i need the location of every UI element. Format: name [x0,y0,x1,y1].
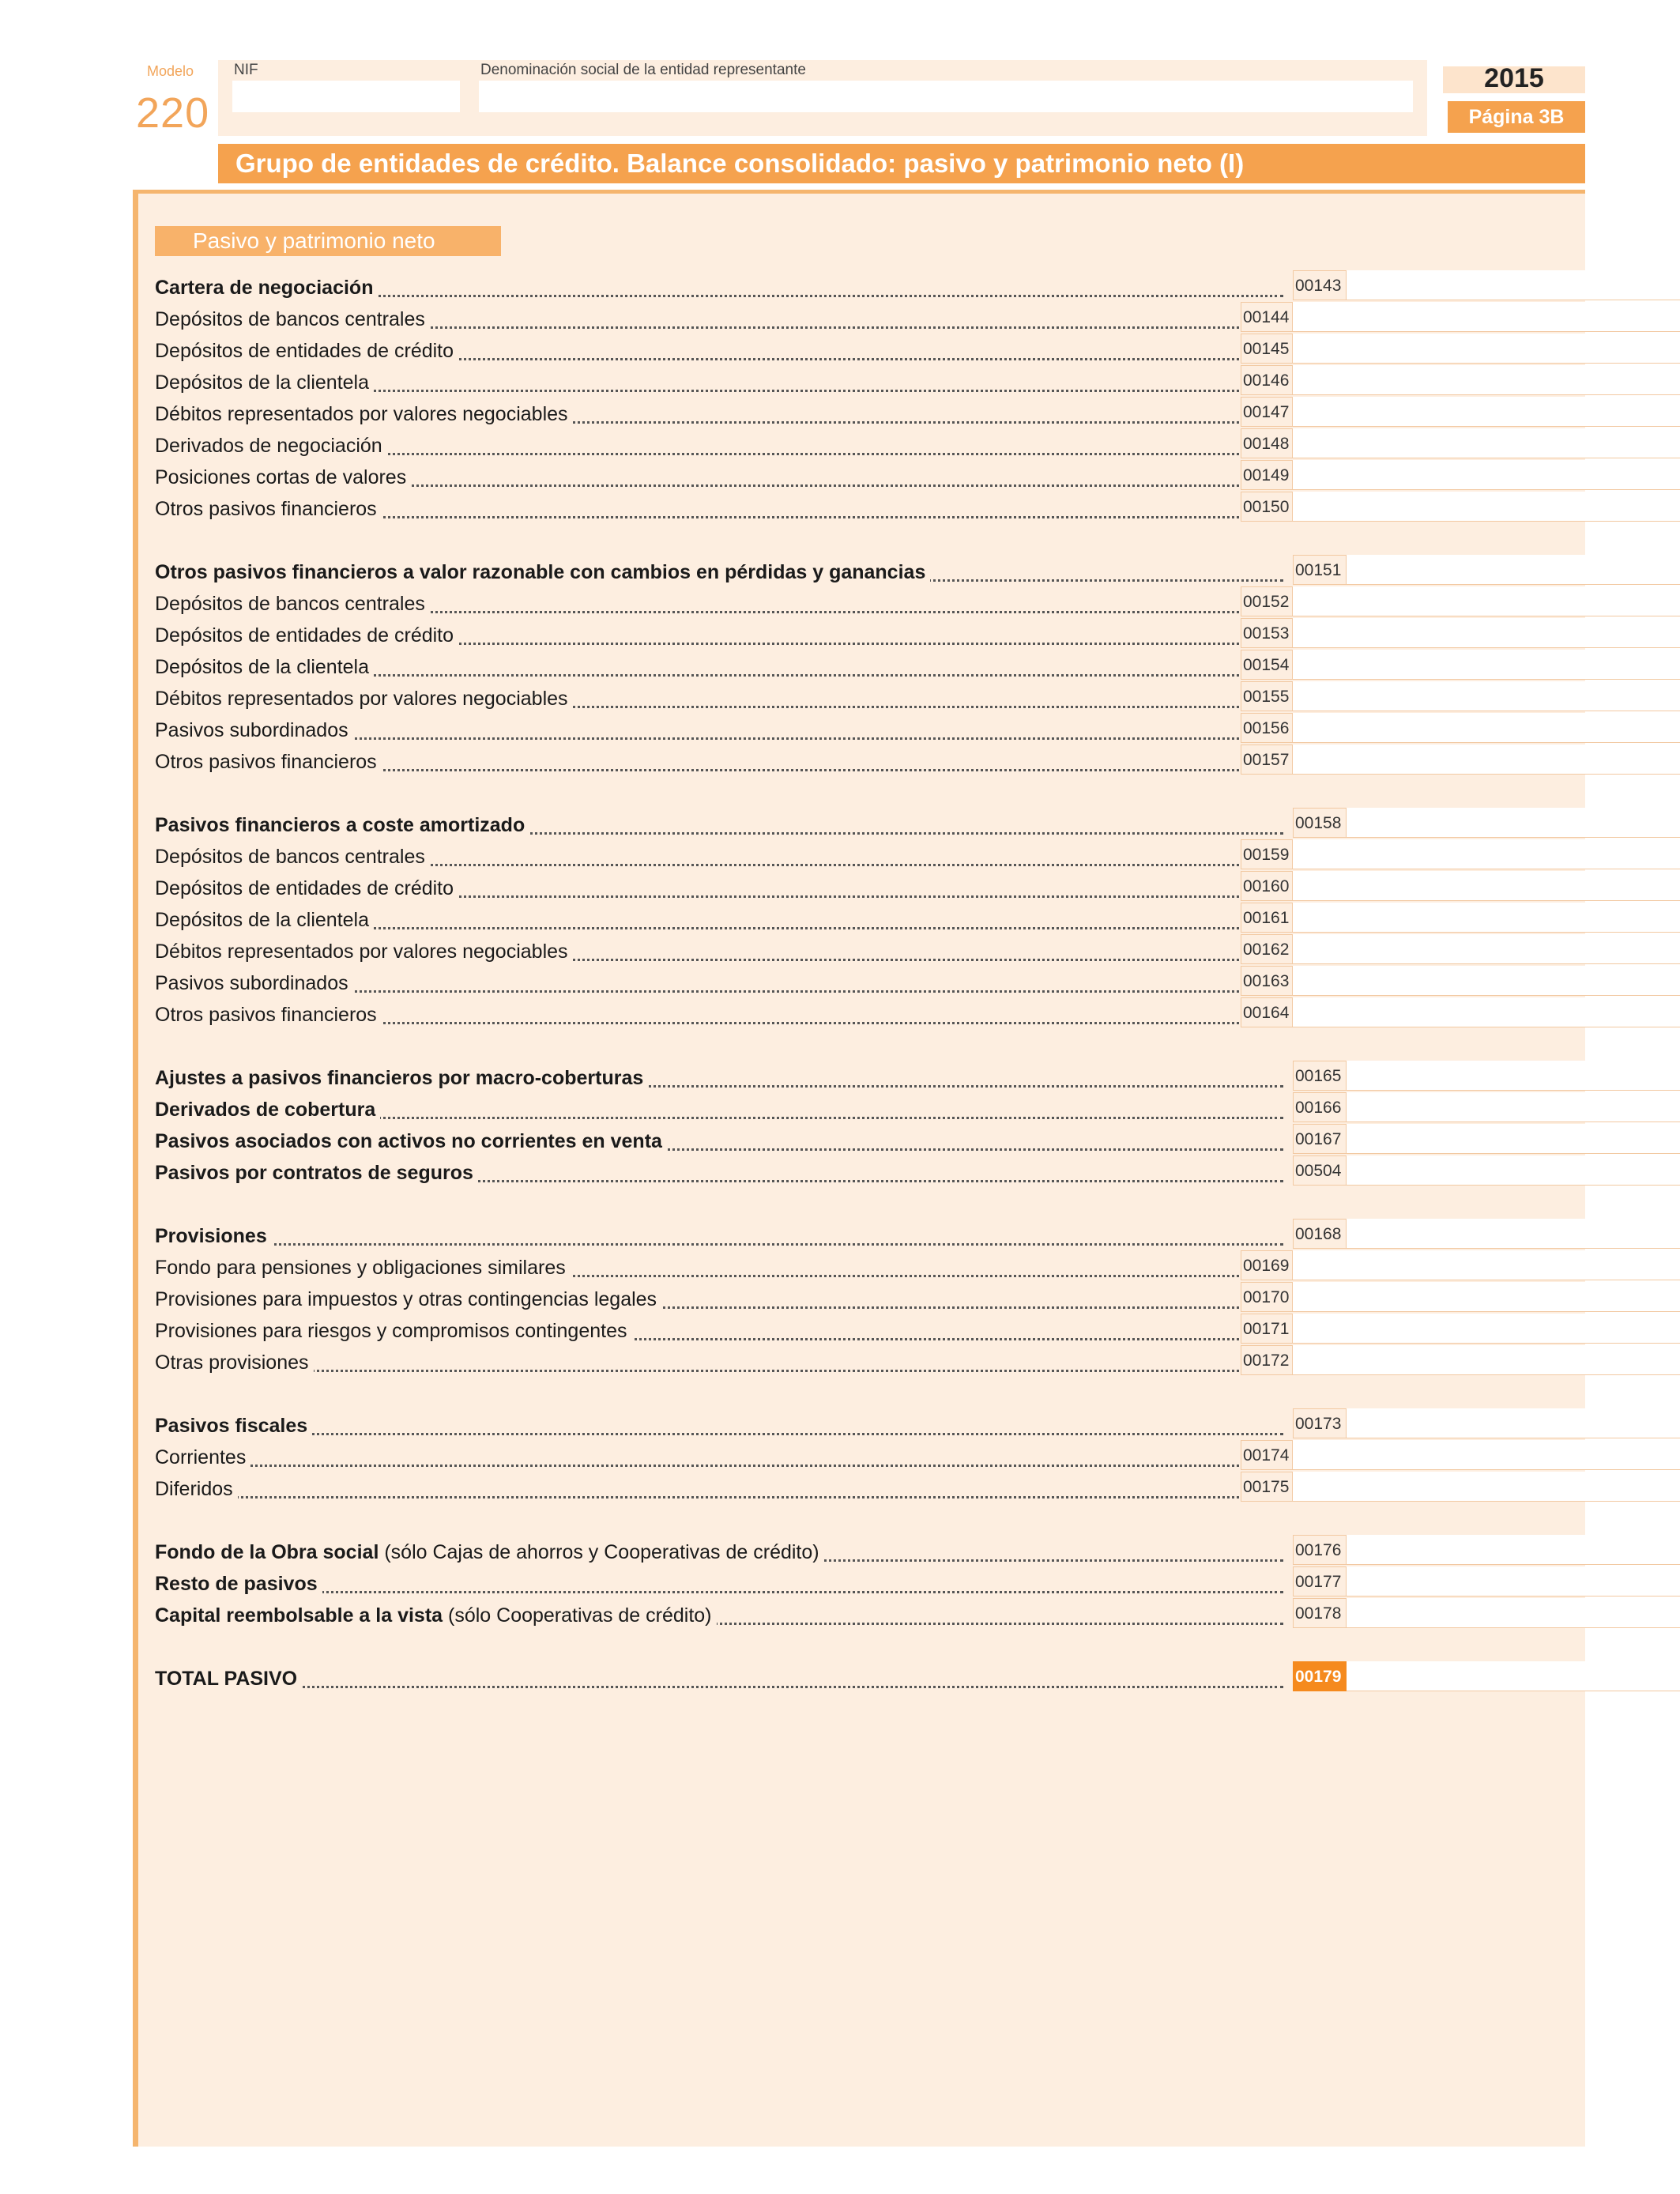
row-label-text: Provisiones para riesgos y compromisos contingentes [155,1320,627,1342]
row-label-text: Posiciones cortas de valores [155,466,407,488]
row-label [155,1252,571,1284]
field-code: 00172 [1241,1345,1293,1375]
field-code: 00171 [1241,1314,1293,1344]
amount-field-00164[interactable] [1293,997,1680,1027]
modelo-label: Modelo [147,63,194,79]
field-code: 00155 [1241,681,1293,711]
amount-field-00143[interactable] [1347,270,1680,300]
row-label-text: Provisiones para impuestos y otras contingencias legales [155,1288,657,1310]
row-label [155,841,430,873]
amount-field-00179[interactable] [1347,1661,1680,1691]
row-label [155,1473,238,1505]
row-label-text: Depósitos de bancos centrales [155,308,425,330]
amount-field-00162[interactable] [1293,934,1680,964]
dot-leader [155,1451,1239,1467]
row-label [155,272,378,303]
field-code: 00160 [1241,871,1293,901]
field-code: 00152 [1241,586,1293,616]
field-code: 00168 [1293,1219,1347,1249]
denominacion-field[interactable] [479,81,1413,112]
amount-field-00176[interactable] [1347,1535,1680,1565]
row-label-text: Otros pasivos financieros [155,498,377,520]
row-label-text: Otros pasivos financieros a valor razonable con cambios en pérdidas y ganancias [155,561,926,583]
row-label-text: Depósitos de bancos centrales [155,593,425,615]
row-label [155,873,458,904]
row-label [155,651,374,683]
amount-field-00153[interactable] [1293,618,1680,648]
row-label-text: Depósitos de la clientela [155,371,369,394]
row-label-text: Pasivos financieros a coste amortizado [155,814,525,836]
amount-field-00157[interactable] [1293,745,1680,775]
section-tab: Pasivo y patrimonio neto [155,226,501,256]
field-code: 00161 [1241,903,1293,933]
row-label-text: Otros pasivos financieros [155,1004,377,1026]
row-label [155,430,387,462]
amount-field-00148[interactable] [1293,428,1680,458]
row-label [155,1125,667,1157]
row-label [155,1220,272,1252]
field-code: 00169 [1241,1250,1293,1280]
amount-field-00144[interactable] [1293,302,1680,332]
amount-field-00149[interactable] [1293,460,1680,490]
amount-field-00159[interactable] [1293,839,1680,869]
field-code: 00177 [1293,1566,1347,1596]
row-label-text: Corrientes [155,1446,247,1468]
row-label-text: Pasivos subordinados [155,719,348,741]
row-label [155,1094,380,1125]
row-label [155,1600,717,1631]
row-label-note: (sólo Cooperativas de crédito) [443,1604,712,1627]
nif-field[interactable] [232,81,460,112]
row-label [155,683,573,714]
row-label-text: Pasivos asociados con activos no corrientes en venta [155,1130,662,1152]
row-label-text: Provisiones [155,1225,267,1247]
row-label-text: Derivados de negociación [155,435,382,457]
row-label [155,1315,632,1347]
row-label [155,1442,250,1473]
row-label [155,967,353,999]
page-badge: Página 3B [1448,101,1585,133]
amount-field-00171[interactable] [1293,1314,1680,1344]
amount-field-00152[interactable] [1293,586,1680,616]
amount-field-00147[interactable] [1293,397,1680,427]
row-label-text: Ajustes a pasivos financieros por macro-coberturas [155,1067,644,1089]
amount-field-00174[interactable] [1293,1440,1680,1470]
row-label [155,335,458,367]
amount-field-00170[interactable] [1293,1282,1680,1312]
field-code: 00148 [1241,428,1293,458]
amount-field-00155[interactable] [1293,681,1680,711]
row-label-text: Débitos representados por valores negociables [155,941,568,963]
field-code: 00173 [1293,1408,1347,1438]
amount-field-00178[interactable] [1347,1598,1680,1628]
dot-leader [155,1356,1239,1372]
row-label-text: Pasivos subordinados [155,972,348,994]
row-label-text: Pasivos fiscales [155,1415,308,1437]
field-code: 00176 [1293,1535,1347,1565]
row-label [155,1284,661,1315]
amount-field-00175[interactable] [1293,1472,1680,1502]
dot-leader [155,1419,1283,1435]
row-label-text: Depósitos de la clientela [155,909,369,931]
field-code: 00174 [1241,1440,1293,1470]
row-label [155,1410,312,1442]
field-code: 00170 [1241,1282,1293,1312]
dot-leader [155,1578,1283,1593]
row-label [155,1062,648,1094]
modelo-number: 220 [136,89,210,137]
row-label [155,1568,322,1600]
dot-leader [155,1230,1283,1246]
amount-field-00145[interactable] [1293,334,1680,364]
row-label [155,620,458,651]
dot-leader [155,1483,1239,1498]
amount-field-00163[interactable] [1293,966,1680,996]
field-code: 00154 [1241,650,1293,680]
row-label [155,1663,302,1695]
row-label-text: Capital reembolsable a la vista [155,1604,443,1627]
row-label-text: Diferidos [155,1478,233,1500]
field-code: 00158 [1293,808,1347,838]
row-label-text: Derivados de cobertura [155,1099,376,1121]
row-label-text: Resto de pasivos [155,1573,318,1595]
amount-field-00156[interactable] [1293,713,1680,743]
field-code: 00150 [1241,492,1293,522]
amount-field-00169[interactable] [1293,1250,1680,1280]
field-code: 00164 [1241,997,1293,1027]
amount-field-00160[interactable] [1293,871,1680,901]
row-label [155,746,382,778]
row-label [155,1157,478,1189]
amount-field-00167[interactable] [1347,1124,1680,1154]
row-label-text: Fondo de la Obra social [155,1541,379,1563]
field-code: 00163 [1241,966,1293,996]
row-label [155,303,430,335]
field-code: 00143 [1293,270,1347,300]
field-code: 00157 [1241,745,1293,775]
amount-field-00166[interactable] [1347,1092,1680,1122]
field-code: 00504 [1293,1155,1347,1186]
field-code: 00167 [1293,1124,1347,1154]
row-label [155,462,411,493]
amount-field-00172[interactable] [1293,1345,1680,1375]
row-label [155,1536,824,1568]
row-label-text: Depósitos de entidades de crédito [155,340,454,362]
amount-field-00173[interactable] [1347,1408,1680,1438]
row-label [155,714,353,746]
row-label-text: Depósitos de la clientela [155,656,369,678]
amount-field-00150[interactable] [1293,492,1680,522]
field-code: 00145 [1241,334,1293,364]
field-code: 00159 [1241,839,1293,869]
row-label-text: Depósitos de entidades de crédito [155,624,454,647]
field-code: 00166 [1293,1092,1347,1122]
row-label [155,936,573,967]
amount-field-00146[interactable] [1293,365,1680,395]
amount-field-00168[interactable] [1347,1219,1680,1249]
row-label-text: Depósitos de entidades de crédito [155,877,454,899]
field-code: 00149 [1241,460,1293,490]
field-code: 00178 [1293,1598,1347,1628]
row-label-text: Otros pasivos financieros [155,751,377,773]
row-label-text: Fondo para pensiones y obligaciones similares [155,1257,566,1279]
row-label-text: Cartera de negociación [155,277,374,299]
field-code: 00151 [1293,555,1347,585]
amount-field-00158[interactable] [1347,808,1680,838]
nif-label: NIF [234,62,258,78]
row-label-text: TOTAL PASIVO [155,1668,298,1690]
row-label-note: (sólo Cajas de ahorros y Cooperativas de crédito) [379,1541,819,1563]
field-code: 00162 [1241,934,1293,964]
row-label [155,398,573,430]
dot-leader [155,1672,1283,1688]
row-label-text: Débitos representados por valores negociables [155,403,568,425]
row-label [155,556,930,588]
row-label [155,493,382,525]
field-code: 00156 [1241,713,1293,743]
field-code: 00147 [1241,397,1293,427]
amount-field-00504[interactable] [1347,1155,1680,1186]
row-label-text: Débitos representados por valores negociables [155,688,568,710]
page-title: Grupo de entidades de crédito. Balance consolidado: pasivo y patrimonio neto (I) [235,149,1245,178]
field-code: 00144 [1241,302,1293,332]
amount-field-00151[interactable] [1347,555,1680,585]
row-label-text: Pasivos por contratos de seguros [155,1162,473,1184]
amount-field-00165[interactable] [1347,1061,1680,1091]
row-label [155,999,382,1031]
field-code: 00153 [1241,618,1293,648]
field-code: 00179 [1293,1661,1347,1691]
field-code: 00146 [1241,365,1293,395]
field-code: 00175 [1241,1472,1293,1502]
amount-field-00154[interactable] [1293,650,1680,680]
row-label [155,367,374,398]
row-label [155,1347,314,1378]
row-label-text: Otras provisiones [155,1351,309,1374]
amount-field-00177[interactable] [1347,1566,1680,1596]
row-label [155,588,430,620]
year: 2015 [1484,63,1544,93]
denominacion-label: Denominación social de la entidad representante [480,62,806,78]
row-label [155,809,529,841]
row-label-text: Depósitos de bancos centrales [155,846,425,868]
row-label [155,904,374,936]
field-code: 00165 [1293,1061,1347,1091]
amount-field-00161[interactable] [1293,903,1680,933]
